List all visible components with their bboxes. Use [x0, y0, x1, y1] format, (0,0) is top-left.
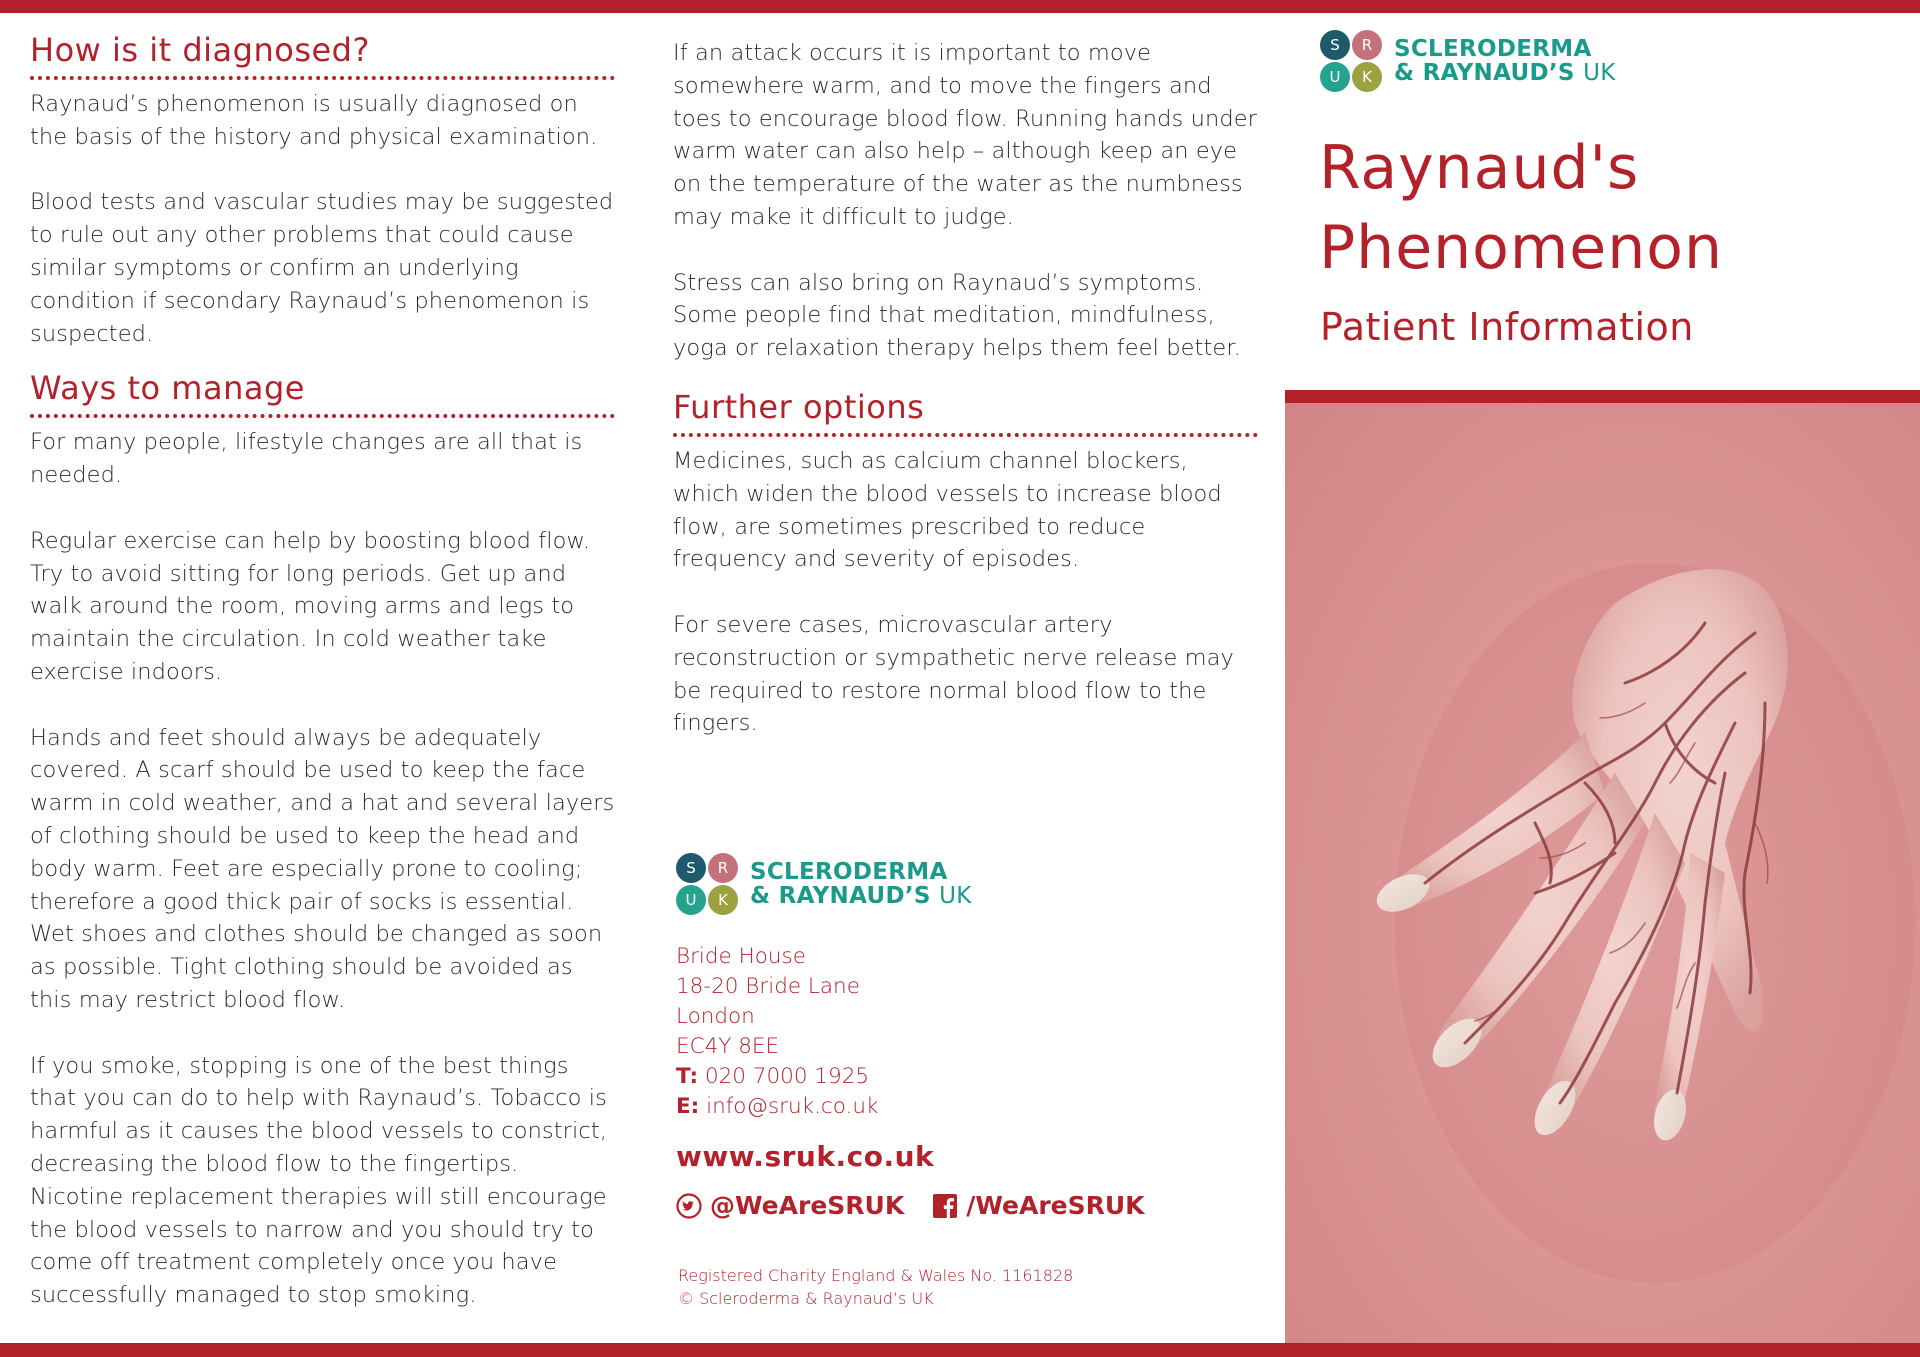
paragraph: Regular exercise can help by boosting blood flow. Try to avoid sitting for long periods. Get up and walk around the room, moving arms and legs to maintain the circulation. In cold weather take exercise indoors. — [30, 527, 591, 685]
paragraph: For many people, lifestyle changes are all that is needed. — [30, 429, 583, 489]
sruk-logo-cover — [1320, 30, 1616, 92]
phone-row — [676, 1062, 878, 1092]
top-accent-bar — [0, 0, 1920, 13]
logo-wordmark — [1394, 37, 1616, 85]
contact-address — [676, 942, 878, 1122]
address-line: EC4Y 8EE — [676, 1034, 780, 1059]
sruk-logo-contact — [676, 853, 972, 915]
address-line: 18-20 Bride Lane — [676, 974, 860, 999]
logo-dot-u: U — [676, 885, 706, 915]
logo-dot-r: R — [708, 853, 738, 883]
hand-veins-image — [1285, 403, 1920, 1343]
logo-line-1: SCLERODERMA — [750, 859, 948, 885]
twitter-icon — [676, 1193, 702, 1219]
website-link[interactable]: www.sruk.co.uk — [676, 1140, 935, 1173]
logo-dot-k: K — [708, 885, 738, 915]
cover-header — [1285, 13, 1920, 390]
logo-line-2-light: UK — [1583, 60, 1616, 86]
facebook-handle: /WeAreSRUK — [966, 1191, 1145, 1220]
logo-dot-u: U — [1320, 62, 1350, 92]
email-row — [676, 1092, 878, 1122]
heading-how-diagnosed: How is it diagnosed? — [30, 28, 615, 80]
charity-info — [678, 1264, 1073, 1310]
phone-label: T: — [676, 1064, 699, 1089]
column-2 — [673, 37, 1258, 773]
hand-illustration — [1285, 403, 1920, 1343]
paragraph: For severe cases, microvascular artery reconstruction or sympathetic nerve release may be required to restore normal blood flow to the fingers. — [673, 611, 1234, 737]
logo-line-2-light: UK — [939, 883, 972, 909]
paragraph: Medicines, such as calcium channel blockers, which widen the blood vessels to increase blood flow, are sometimes prescribed to reduce frequency and severity of episodes. — [673, 447, 1222, 573]
paragraph: Stress can also bring on Raynaud’s symptoms. Some people find that meditation, mindfulness, yoga or relaxation therapy helps them feel better. — [673, 269, 1241, 362]
cover-title-line-2: Phenomenon — [1319, 213, 1723, 283]
facebook-link[interactable] — [932, 1189, 1144, 1223]
logo-dot-r: R — [1352, 30, 1382, 60]
address-line: Bride House — [676, 944, 806, 969]
bottom-accent-bar — [0, 1343, 1920, 1357]
paragraph: If you smoke, stopping is one of the best things that you can do to help with Raynaud’s. Tobacco is harmful as it causes the blood vessels to constrict, decreasing the blood flow to the fingertips. Nicotine replacement therapies will still encourage the blood vessels to narrow and you should try to come off treatment completely once you have successfully managed to stop smoking. — [30, 1052, 608, 1309]
twitter-handle: @WeAreSRUK — [710, 1191, 905, 1220]
logo-wordmark — [750, 860, 972, 908]
cover-panel — [1285, 13, 1920, 1343]
twitter-link[interactable] — [676, 1189, 904, 1223]
logo-mark — [676, 853, 738, 915]
paragraph: Raynaud’s phenomenon is usually diagnosed on the basis of the history and physical examination. — [30, 91, 598, 150]
logo-line-1: SCLERODERMA — [1394, 36, 1592, 62]
logo-mark — [1320, 30, 1382, 92]
column-1 — [30, 28, 615, 1312]
cover-title-line-1: Raynaud's — [1319, 133, 1640, 203]
heading-ways-to-manage: Ways to manage — [30, 366, 615, 418]
logo-dot-s: S — [676, 853, 706, 883]
cover-subtitle: Patient Information — [1320, 305, 1694, 349]
logo-dot-s: S — [1320, 30, 1350, 60]
facebook-icon — [932, 1193, 958, 1219]
paragraph: Hands and feet should always be adequately covered. A scarf should be used to keep the face warm in cold weather, and a hat and several layers of clothing should be used to keep the head and body warm. Feet are especially prone to cooling; therefore a good thick pair of socks is essential. Wet shoes and clothes should be changed as soon as possible. Tight clothing should be avoided as this may restrict blood flow. — [30, 724, 615, 1013]
logo-dot-k: K — [1352, 62, 1382, 92]
heading-further-options: Further options — [673, 385, 1258, 437]
social-links — [676, 1189, 1173, 1223]
paragraph: Blood tests and vascular studies may be suggested to rule out any other problems that could cause similar symptoms or confirm an underlying condition if secondary Raynaud’s phenomenon is suspected. — [30, 189, 614, 347]
logo-line-2-bold: & RAYNAUD’S — [1394, 60, 1575, 86]
logo-line-2-bold: & RAYNAUD’S — [750, 883, 931, 909]
cover-divider-bar — [1285, 390, 1920, 403]
paragraph: If an attack occurs it is important to move somewhere warm, and to move the fingers and toes to encourage blood flow. Running hands under warm water can also help – although keep an eye on the temperature of the water as the numbness may make it difficult to judge. — [673, 40, 1257, 230]
phone-number[interactable]: 020 7000 1925 — [704, 1064, 870, 1089]
cover-title — [1319, 128, 1723, 288]
charity-registration: Registered Charity England & Wales No. 1161828 — [678, 1266, 1074, 1285]
address-line: London — [676, 1004, 755, 1029]
copyright: © Scleroderma & Raynaud’s UK — [678, 1289, 934, 1308]
email-label: E: — [676, 1094, 700, 1119]
email-link[interactable]: info@sruk.co.uk — [706, 1094, 879, 1119]
